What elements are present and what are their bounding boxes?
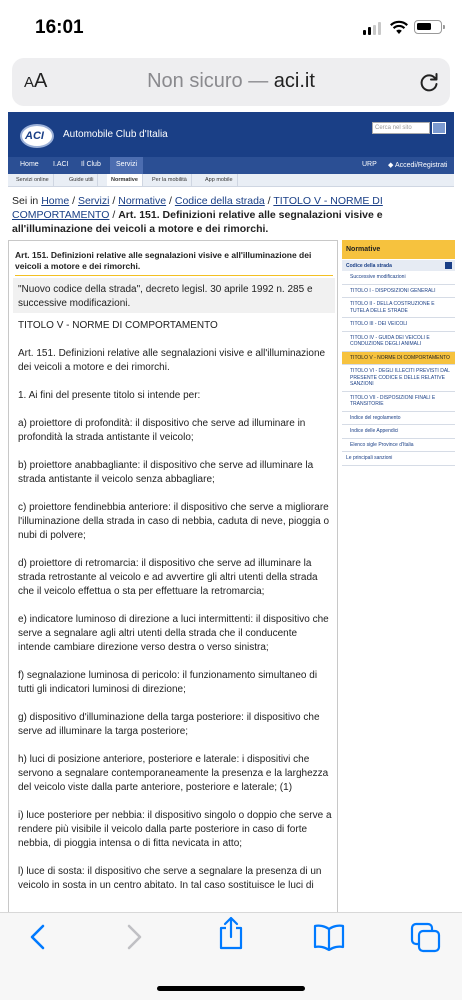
article-title: Art. 151. Definizioni relative alle segnalazioni visive e all'illuminazione dei veicoli a motore e dei rimorchi. (15, 250, 333, 276)
status-bar (0, 0, 462, 56)
article-paragraph: g) dispositivo d'illuminazione della targa posteriore: il dispositivo che serve ad illuminare la targa posteriore; (18, 712, 320, 737)
reload-icon[interactable] (418, 71, 440, 93)
article-paragraph: a) proiettore di profondità: il dispositivo che serve ad illuminare in profondità la strada antistante il veicolo; (18, 418, 306, 443)
breadcrumb: Sei in Home / Servizi / Normative / Codice della strada / TITOLO V - NORME DI COMPORTAMENTO / Art. 151. Definizioni relative alle segnalazioni visive e all'illuminazione dei veicoli a motore e dei rimorchi. (12, 195, 383, 235)
sidebar-item-titolo-vii[interactable]: TITOLO VII - DISPOSIZIONI FINALI E TRANSITORIE (342, 392, 455, 412)
article-panel (8, 240, 338, 912)
article-paragraph: f) segnalazione luminosa di pericolo: il funzionamento simultaneo di tutti gli indicatori luminosi di direzione; (18, 670, 318, 695)
nav-urp[interactable]: URP (362, 161, 377, 168)
subnav-guide-utili[interactable]: Guide utili (65, 174, 98, 186)
article-paragraph: TITOLO V - NORME DI COMPORTAMENTO (18, 320, 218, 331)
back-icon[interactable] (26, 921, 50, 953)
nav-home[interactable]: Home (20, 161, 39, 168)
article-paragraph: Art. 151. Definizioni relative alle segnalazioni visive e all'illuminazione dei veicoli a motore e dei rimorchi. (18, 348, 326, 373)
subnav-servizi-online[interactable]: Servizi online (12, 174, 54, 186)
sidebar-item-modificazioni[interactable]: Successive modificazioni (342, 271, 455, 285)
article-paragraph: h) luci di posizione anteriore, posteriore e laterale: i dispositivi che servono a segnalare contemporaneamente la presenza e la larghezza del veicolo viste dalla parte anteriore, posteriore e laterale; (1) (18, 754, 329, 793)
sidebar-item-sanzioni[interactable]: Le principali sanzioni (342, 452, 455, 466)
nav-login[interactable]: ◆ Accedi/Registrati (388, 162, 448, 169)
sidebar (342, 240, 455, 466)
article-paragraph: d) proiettore di retromarcia: il dispositivo che serve ad illuminare la strada retrostante al veicolo e ad avvertire gli altri utenti della strada che il veicolo effettua o sta per effettuare la retromarcia; (18, 558, 318, 597)
sidebar-item-titolo-v[interactable]: TITOLO V - NORME DI COMPORTAMENTO (342, 352, 455, 366)
forward-icon[interactable] (122, 921, 146, 953)
home-indicator (157, 986, 305, 991)
article-paragraph: 1. Ai fini del presente titolo si intende per: (18, 390, 201, 401)
article-paragraph: b) proiettore anabbagliante: il dispositivo che serve ad illuminare la strada antistante il veicolo senza abbagliare; (18, 460, 314, 485)
sub-nav (8, 174, 454, 187)
article-paragraph: i) luce posteriore per nebbia: il dispositivo singolo o doppio che serve a rendere più visibile il veicolo dalla parte posteriore in caso di forte nebbia, di pioggia intensa o di fitta nevicata in atto; (18, 810, 332, 849)
status-time: 16:01 (35, 17, 84, 38)
breadcrumb-servizi[interactable]: Servizi (77, 195, 110, 207)
main-nav (8, 157, 454, 174)
site-header (8, 112, 454, 174)
breadcrumb-titolo-v[interactable]: TITOLO V - NORME DI COMPORTAMENTO (12, 195, 383, 221)
subnav-normative[interactable]: Normative (107, 174, 143, 186)
bookmarks-icon[interactable] (312, 921, 346, 953)
site-brand: Automobile Club d'Italia (63, 129, 168, 140)
cellular-signal-icon (363, 22, 383, 35)
sidebar-section[interactable]: Codice della strada (342, 260, 455, 271)
share-icon[interactable] (216, 915, 246, 951)
sidebar-item-sigle-province[interactable]: Elenco sigle Province d'Italia (342, 439, 455, 453)
sidebar-heading: Normative (342, 240, 455, 260)
subnav-mobilita[interactable]: Per la mobilità (148, 174, 192, 186)
sidebar-item-titolo-iii[interactable]: TITOLO III - DEI VEICOLI (342, 318, 455, 332)
battery-icon (414, 20, 442, 34)
sidebar-item-titolo-i[interactable]: TITOLO I - DISPOSIZIONI GENERALI (342, 285, 455, 299)
reader-text-size-button[interactable]: AA (24, 70, 48, 92)
web-page (0, 112, 462, 912)
nav-iaci[interactable]: I.ACI (53, 161, 69, 168)
article-source: "Nuovo codice della strada", decreto legisl. 30 aprile 1992 n. 285 e successive modificazioni. (13, 278, 335, 313)
article-paragraph: l) luce di sosta: il dispositivo che serve a segnalare la presenza di un veicolo in sosta in un centro abitato. In tal caso sostituisce le luci di (18, 866, 322, 891)
sidebar-item-titolo-vi[interactable]: TITOLO VI - DEGLI ILLECITI PREVISTI DAL PRESENTE CODICE E DELLE RELATIVE SANZIONI (342, 365, 455, 392)
breadcrumb-normative[interactable]: Normative (118, 195, 167, 207)
article-body (18, 319, 332, 907)
url-domain: aci.it (273, 70, 315, 92)
tabs-icon[interactable] (409, 921, 443, 955)
sidebar-item-indice-appendici[interactable]: Indice delle Appendici (342, 425, 455, 439)
breadcrumb-home[interactable]: Home (41, 195, 70, 207)
browser-toolbar (0, 912, 462, 1000)
wifi-icon (389, 19, 409, 35)
aci-logo[interactable]: ACI (20, 124, 54, 148)
battery-level (417, 23, 431, 30)
sidebar-item-titolo-iv[interactable]: TITOLO IV - GUIDA DEI VEICOLI E CONDUZIONE DEGLI ANIMALI (342, 332, 455, 352)
subnav-app-mobile[interactable]: App mobile (201, 174, 238, 186)
sidebar-item-indice-regolamento[interactable]: Indice del regolamento (342, 412, 455, 426)
site-search-input[interactable]: Cerca nel sito (372, 122, 430, 134)
nav-il-club[interactable]: Il Club (81, 161, 101, 168)
sidebar-item-titolo-ii[interactable]: TITOLO II - DELLA COSTRUZIONE E TUTELA DELLE STRADE (342, 298, 455, 318)
address-bar[interactable] (12, 58, 450, 106)
url-display[interactable] (12, 70, 450, 93)
nav-servizi[interactable]: Servizi (110, 157, 143, 174)
breadcrumb-codice-strada[interactable]: Codice della strada (174, 195, 265, 207)
insecure-label: Non sicuro — (147, 70, 269, 92)
breadcrumb-current: Art. 151. Definizioni relative alle segnalazioni visive e all'illuminazione dei veicoli a motore e dei rimorchi. (12, 209, 383, 235)
site-search-button[interactable] (432, 122, 446, 134)
article-paragraph: e) indicatore luminoso di direzione a luci intermittenti: il dispositivo che serve a segnalare agli altri utenti della strada che il conducente intende cambiare direzione verso destra o verso sinistra; (18, 614, 329, 653)
article-paragraph: c) proiettore fendinebbia anteriore: il dispositivo che serve a migliorare l'illuminazione della strada in caso di nebbia, caduta di neve, pioggia o nubi di polvere; (18, 502, 330, 541)
collapse-icon[interactable] (445, 262, 452, 269)
